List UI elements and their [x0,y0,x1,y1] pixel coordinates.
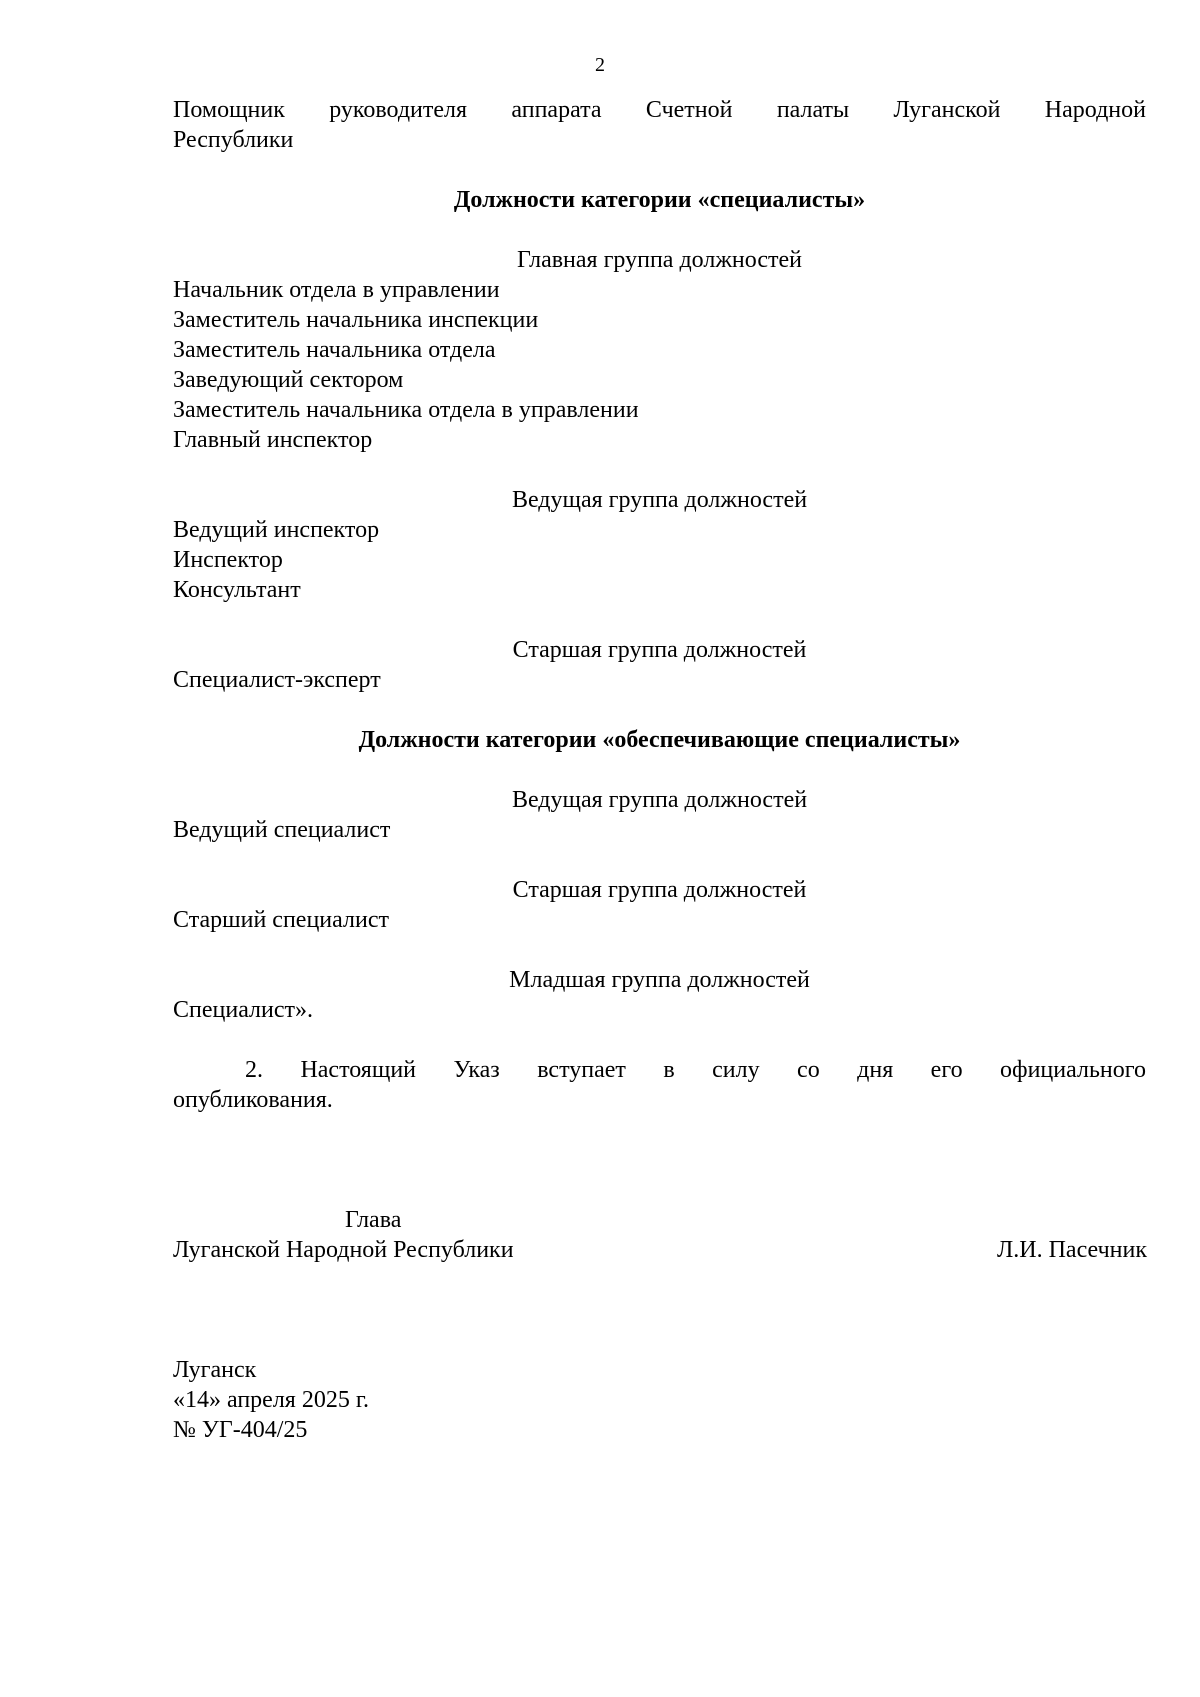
intro-line-2: Республики [173,127,294,153]
list-item: Специалист-эксперт [173,667,381,693]
support-leading-group-title: Ведущая группа должностей [511,787,808,813]
page-number: 2 [595,54,605,76]
list-item: Консультант [173,577,301,603]
list-item: Старший специалист [173,907,389,933]
footer-date: «14» апреля 2025 г. [173,1387,369,1413]
clause-2-line-1: 2. Настоящий Указ вступает в силу со дня его официального [245,1057,1146,1083]
list-item: Ведущий специалист [173,817,391,843]
intro-line-1: Помощник руководителя аппарата Счетной палаты Луганской Народной [173,97,1146,123]
list-item: Заместитель начальника инспекции [173,307,539,333]
support-senior-group-title: Старшая группа должностей [512,877,807,903]
list-item: Ведущий инспектор [173,517,380,543]
list-item: Специалист». [173,997,314,1023]
signature-name: Л.И. Пасечник [996,1237,1147,1263]
footer-city: Луганск [173,1357,257,1383]
category-specialists-heading: Должности категории «специалисты» [453,187,866,213]
clause-2-line-2: опубликования. [173,1087,333,1113]
list-item: Заместитель начальника отдела [173,337,496,363]
senior-group-title: Старшая группа должностей [512,637,807,663]
footer-number: № УГ-404/25 [173,1417,308,1443]
leading-group-title: Ведущая группа должностей [511,487,808,513]
support-junior-group-title: Младшая группа должностей [509,967,810,993]
category-support-heading: Должности категории «обеспечивающие специалисты» [358,727,961,753]
list-item: Инспектор [173,547,283,573]
signature-title-line-1: Глава [345,1207,402,1233]
signature-title-line-2: Луганской Народной Республики [173,1237,514,1263]
list-item: Заведующий сектором [173,367,404,393]
list-item: Главный инспектор [173,427,373,453]
list-item: Заместитель начальника отдела в управлении [173,397,639,423]
main-group-title: Главная группа должностей [517,247,802,273]
list-item: Начальник отдела в управлении [173,277,500,303]
